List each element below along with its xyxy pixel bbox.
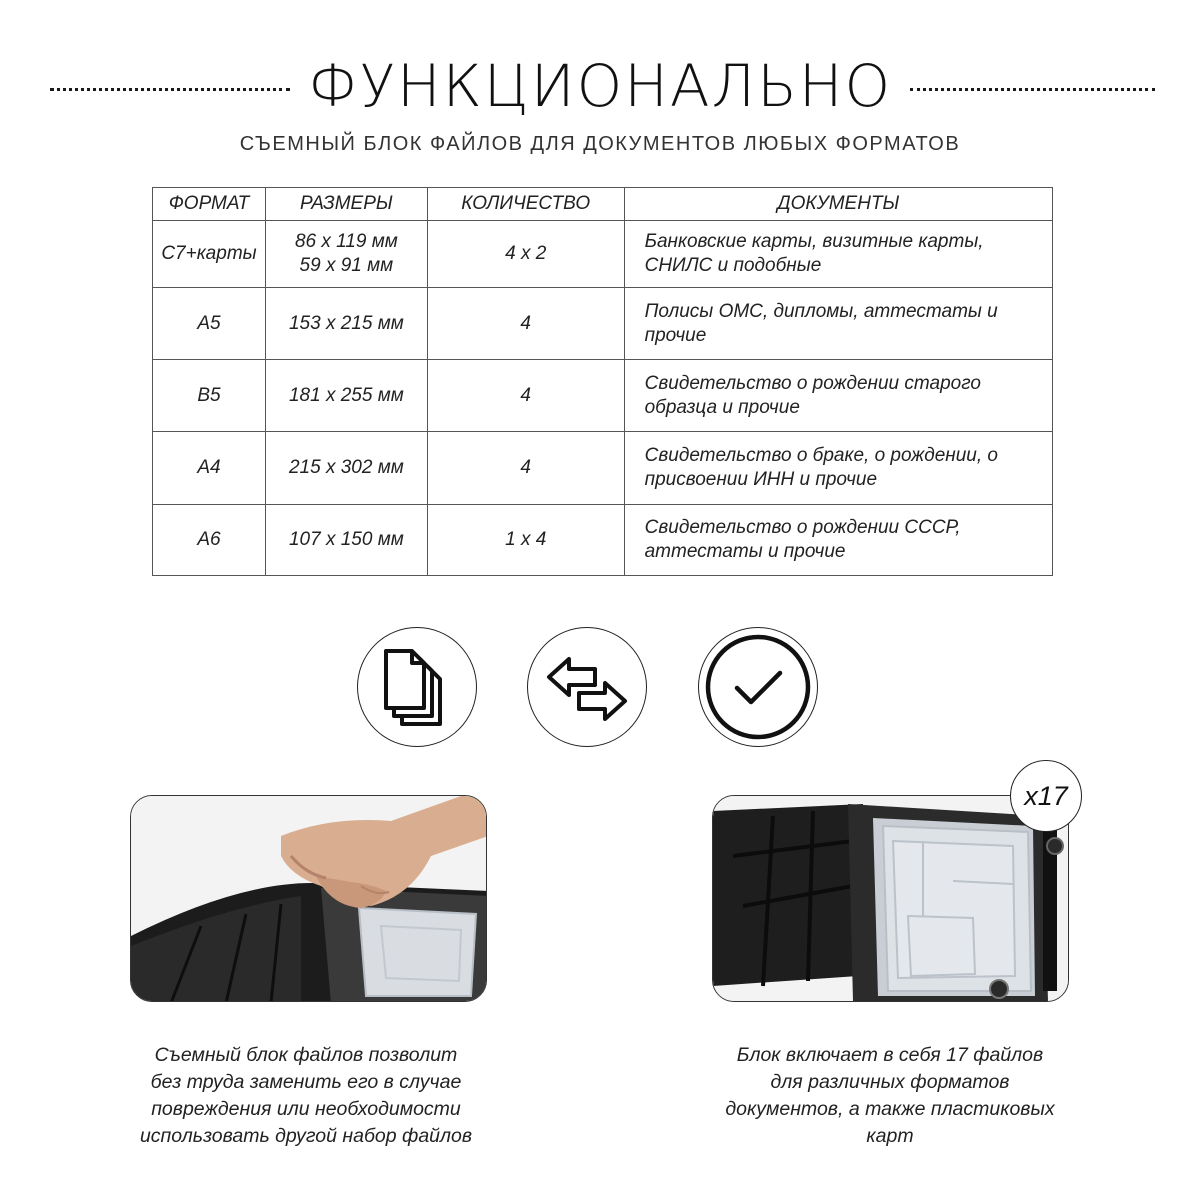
- doc-line-1: Свидетельство о браке, о рождении, о: [644, 445, 998, 466]
- doc-line-1: Банковские карты, визитные карты,: [644, 231, 984, 252]
- caption-right: [680, 1042, 1100, 1150]
- size-line-2: 59 x 91 мм: [299, 255, 394, 276]
- cell-quantity: 4: [427, 432, 624, 505]
- caption-line: Съемный блок файлов позволит: [154, 1044, 458, 1066]
- table-row: [153, 360, 1053, 432]
- cell-format: A4: [153, 432, 266, 505]
- caption-left: [96, 1042, 516, 1150]
- caption-line: Блок включает в себя 17 файлов: [736, 1044, 1044, 1066]
- cell-format: B5: [153, 360, 266, 432]
- page-title: ФУНКЦИОНАЛЬНО: [307, 52, 893, 120]
- photo-removable-block: [130, 795, 487, 1002]
- doc-line-2: аттестаты и прочие: [644, 541, 846, 562]
- cell-documents: [624, 505, 1052, 576]
- cell-size: [265, 221, 427, 288]
- cell-format: A6: [153, 505, 266, 576]
- caption-line: карт: [866, 1125, 914, 1147]
- doc-line-2: присвоении ИНН и прочие: [644, 469, 878, 490]
- cell-documents: [624, 432, 1052, 505]
- title-row: [0, 50, 1200, 130]
- caption-line: для различных форматов: [770, 1071, 1010, 1093]
- caption-line: документов, а также пластиковых: [725, 1098, 1055, 1120]
- doc-line-2: образца и прочие: [644, 396, 800, 418]
- cell-size: 107 x 150 мм: [265, 505, 427, 576]
- header-size: РАЗМЕРЫ: [265, 188, 427, 221]
- documents-stack-icon: [357, 627, 477, 747]
- cell-documents: [624, 360, 1052, 432]
- size-line-1: 86 x 119 мм: [294, 231, 398, 252]
- doc-line-1: Свидетельство о рождении СССР,: [644, 517, 961, 538]
- cell-format: A5: [153, 288, 266, 360]
- table-row: [153, 432, 1053, 505]
- page-subtitle: СЪЕМНЫЙ БЛОК ФАЙЛОВ ДЛЯ ДОКУМЕНТОВ ЛЮБЫХ ФОРМАТОВ: [239, 133, 961, 155]
- table-header-row: [153, 188, 1053, 221]
- swap-arrows-icon: [527, 627, 647, 747]
- photo-file-sleeves: [712, 795, 1069, 1002]
- caption-line: использовать другой набор файлов: [139, 1125, 473, 1147]
- cell-format: C7+карты: [153, 221, 266, 288]
- cell-size: 153 x 215 мм: [265, 288, 427, 360]
- doc-line-1: Свидетельство о рождении старого: [644, 372, 981, 394]
- cell-quantity: 4: [427, 360, 624, 432]
- header-format: ФОРМАТ: [153, 188, 266, 221]
- dotted-divider-right: [910, 88, 1155, 91]
- table-row: [153, 505, 1053, 576]
- doc-line-2: прочие: [644, 324, 707, 346]
- doc-line-2: СНИЛС и подобные: [644, 255, 822, 276]
- table-row: [153, 288, 1053, 360]
- cell-quantity: 4: [427, 288, 624, 360]
- formats-table: [152, 187, 1053, 576]
- cell-size: 181 x 255 мм: [265, 360, 427, 432]
- cell-documents: [624, 288, 1052, 360]
- table-row: [153, 221, 1053, 288]
- header-documents: ДОКУМЕНТЫ: [624, 188, 1052, 221]
- caption-line: повреждения или необходимости: [151, 1098, 461, 1120]
- doc-line-1: Полисы ОМС, дипломы, аттестаты и: [644, 300, 998, 322]
- cell-documents: [624, 221, 1052, 288]
- dotted-divider-left: [50, 88, 290, 91]
- header-quantity: КОЛИЧЕСТВО: [427, 188, 624, 221]
- check-circle-icon: [698, 627, 818, 747]
- cell-size: 215 x 302 мм: [265, 432, 427, 505]
- caption-line: без труда заменить его в случае: [150, 1071, 462, 1093]
- cell-quantity: 4 x 2: [427, 221, 624, 288]
- cell-quantity: 1 x 4: [427, 505, 624, 576]
- badge-count: x17: [1010, 760, 1082, 832]
